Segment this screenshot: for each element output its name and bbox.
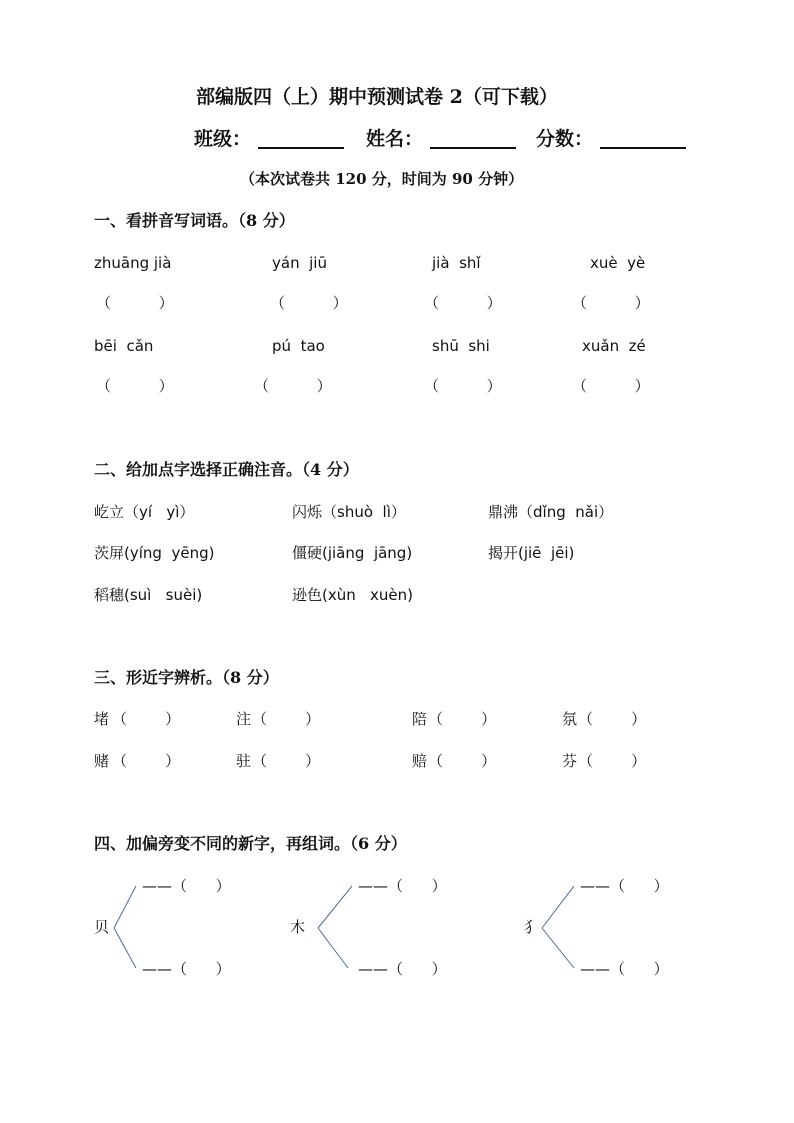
pinyin-item: jià shǐ <box>432 254 481 272</box>
radical-root: 犭 <box>524 918 540 936</box>
answer-blank[interactable]: （ ） <box>424 377 502 395</box>
radical-root: 木 <box>290 918 306 936</box>
answer-blank[interactable]: （ ） <box>428 752 497 770</box>
choice-item[interactable]: 闪烁（shuò lì） <box>292 503 406 521</box>
pinyin-item: shū shi <box>432 337 490 355</box>
section-2-title: 二、给加点字选择正确注音。（4 分） <box>94 460 359 479</box>
section-1-title: 一、看拼音写词语。（8 分） <box>94 211 295 230</box>
pinyin-item: pú tao <box>272 337 325 355</box>
branch-lines <box>316 882 356 972</box>
char-item: 芬 <box>562 752 578 770</box>
answer-blank[interactable]: （ ） <box>572 294 650 312</box>
word-blank[interactable]: ——（ ） <box>580 877 669 895</box>
char-item: 陪 <box>412 710 428 728</box>
answer-blank[interactable]: （ ） <box>578 752 647 770</box>
answer-blank[interactable]: （ ） <box>96 294 174 312</box>
class-field[interactable] <box>258 147 344 149</box>
section-4-title: 四、加偏旁变不同的新字，再组词。（6 分） <box>94 834 407 853</box>
branch-lines <box>540 882 580 972</box>
word-blank[interactable]: ——（ ） <box>358 877 447 895</box>
choice-item[interactable]: 屹立（yí yì） <box>94 503 195 521</box>
answer-blank[interactable]: （ ） <box>112 752 181 770</box>
pinyin-item: bēi cǎn <box>94 337 154 355</box>
char-item: 堵 <box>94 710 110 728</box>
exam-note: （本次试卷共 120 分，时间为 90 分钟） <box>240 170 524 188</box>
choice-item[interactable]: 鼎沸（dǐng nǎi） <box>488 503 614 521</box>
class-label: 班级： <box>194 128 252 150</box>
pinyin-item: xuǎn zé <box>582 337 646 355</box>
char-item: 赌 <box>94 752 110 770</box>
pinyin-item: zhuāng jià <box>94 254 172 272</box>
section-3-title: 三、形近字辨析。（8 分） <box>94 668 279 687</box>
word-blank[interactable]: ——（ ） <box>142 877 231 895</box>
answer-blank[interactable]: （ ） <box>428 710 497 728</box>
answer-blank[interactable]: （ ） <box>572 377 650 395</box>
pinyin-item: xuè yè <box>590 254 646 272</box>
char-item: 赔 <box>412 752 428 770</box>
branch-lines <box>112 882 142 972</box>
word-blank[interactable]: ——（ ） <box>580 960 669 978</box>
radical-root: 贝 <box>94 918 110 936</box>
word-blank[interactable]: ——（ ） <box>358 960 447 978</box>
answer-blank[interactable]: （ ） <box>252 752 321 770</box>
char-item: 氛 <box>562 710 578 728</box>
choice-item[interactable]: 逊色(xùn xuèn) <box>292 586 414 604</box>
name-field[interactable] <box>430 147 516 149</box>
choice-item[interactable]: 稻穗(suì suèi) <box>94 586 203 604</box>
char-item: 驻 <box>236 752 252 770</box>
pinyin-item: yán jiū <box>272 254 327 272</box>
choice-item[interactable]: 僵硬(jiāng jāng) <box>292 544 413 562</box>
answer-blank[interactable]: （ ） <box>270 294 348 312</box>
choice-item[interactable]: 茨屏(yíng yēng) <box>94 544 215 562</box>
name-label: 姓名： <box>366 128 424 150</box>
answer-blank[interactable]: （ ） <box>112 710 181 728</box>
word-blank[interactable]: ——（ ） <box>142 960 231 978</box>
answer-blank[interactable]: （ ） <box>252 710 321 728</box>
answer-blank[interactable]: （ ） <box>424 294 502 312</box>
char-item: 注 <box>236 710 252 728</box>
answer-blank[interactable]: （ ） <box>254 377 332 395</box>
page-title: 部编版四（上）期中预测试卷 2（可下载） <box>196 86 558 108</box>
answer-blank[interactable]: （ ） <box>578 710 647 728</box>
answer-blank[interactable]: （ ） <box>96 377 174 395</box>
score-label: 分数： <box>536 128 594 150</box>
score-field[interactable] <box>600 147 686 149</box>
choice-item[interactable]: 揭开(jiē jēi) <box>488 544 575 562</box>
